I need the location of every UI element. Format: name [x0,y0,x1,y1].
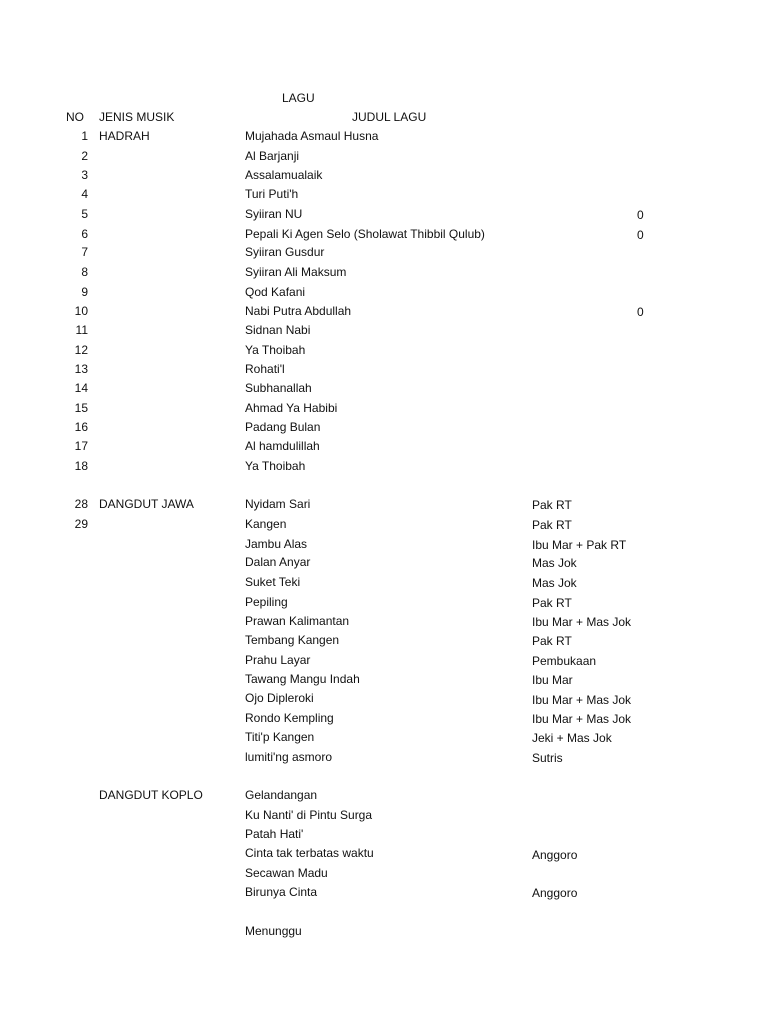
song-title: Birunya Cinta [245,885,318,899]
performer-note: Pak RT [532,634,572,648]
genre-label-dangdut-koplo: DANGDUT KOPLO [99,788,203,802]
row-number: 3 [81,168,88,182]
song-title: Syiiran Ali Maksum [245,265,347,279]
row-number: 9 [81,285,88,299]
song-title: Assalamualaik [245,168,323,182]
song-title: Al hamdulillah [245,439,320,453]
performer-note: Ibu Mar [532,673,573,687]
column-header-no: NO [66,110,84,124]
performer-note: Anggoro [532,886,578,900]
song-title: Secawan Madu [245,866,328,880]
song-title: Menunggu [245,924,302,938]
column-header-genre: JENIS MUSIK [99,110,175,124]
performer-note: Ibu Mar + Mas Jok [532,712,632,726]
row-number: 8 [81,265,88,279]
song-title: Prahu Layar [245,653,311,667]
song-title: Ku Nanti' di Pintu Surga [245,808,373,822]
status-mark: 0 [637,208,644,222]
song-title: Ahmad Ya Habibi [245,401,338,415]
song-title: Nyidam Sari [245,497,311,511]
genre-label-dangdut-jawa: DANGDUT JAWA [99,497,194,511]
performer-note: Jeki + Mas Jok [532,731,612,745]
performer-note: Pak RT [532,518,572,532]
song-title: Cinta tak terbatas waktu [245,846,374,860]
row-number: 15 [74,401,88,415]
row-number: 5 [81,207,88,221]
song-title: Sidnan Nabi [245,323,311,337]
performer-note: Sutris [532,751,563,765]
genre-label-hadrah: HADRAH [99,129,150,143]
row-number: 1 [81,129,88,143]
performer-note: Ibu Mar + Mas Jok [532,615,632,629]
song-title: Ya Thoibah [245,343,306,357]
performer-note: Mas Jok [532,576,577,590]
row-number: 17 [74,439,88,453]
status-mark: 0 [637,305,644,319]
row-number: 4 [81,187,88,201]
performer-note: Pak RT [532,498,572,512]
song-title: Kangen [245,517,287,531]
column-header-title: JUDUL LAGU [352,110,427,124]
song-title: Padang Bulan [245,420,321,434]
row-number: 2 [81,149,88,163]
song-title: Subhanallah [245,381,312,395]
row-number: 13 [74,362,88,376]
row-number: 29 [74,517,88,531]
row-number: 14 [74,381,88,395]
song-title: Tembang Kangen [245,633,340,647]
song-title: Nabi Putra Abdullah [245,304,352,318]
song-title: lumiti'ng asmoro [245,750,332,764]
song-title: Tawang Mangu Indah [245,672,360,686]
song-title: Suket Teki [245,575,301,589]
song-title: Rondo Kempling [245,711,334,725]
song-title: Al Barjanji [245,149,300,163]
song-title: Qod Kafani [245,285,306,299]
performer-note: Anggoro [532,848,578,862]
song-title: Syiiran Gusdur [245,245,325,259]
performer-note: Mas Jok [532,556,577,570]
song-title: Pepiling [245,595,288,609]
song-title: Turi Puti'h [245,187,299,201]
row-number: 10 [74,304,88,318]
row-number: 6 [81,227,88,241]
row-number: 28 [74,497,88,511]
group-header-lagu: LAGU [282,91,315,105]
status-mark: 0 [637,228,644,242]
song-title: Titi'p Kangen [245,730,315,744]
row-number: 18 [74,459,88,473]
song-title: Rohati'l [245,362,285,376]
song-title: Gelandangan [245,788,318,802]
performer-note: Ibu Mar + Pak RT [532,538,627,552]
song-title: Prawan Kalimantan [245,614,350,628]
song-title: Mujahada Asmaul Husna [245,129,379,143]
song-title: Dalan Anyar [245,555,311,569]
song-title: Ojo Dipleroki [245,691,314,705]
row-number: 7 [81,245,88,259]
row-number: 12 [74,343,88,357]
row-number: 16 [74,420,88,434]
song-title: Syiiran NU [245,207,303,221]
performer-note: Ibu Mar + Mas Jok [532,693,632,707]
song-title: Pepali Ki Agen Selo (Sholawat Thibbil Qulub) [245,227,485,241]
song-title: Jambu Alas [245,537,308,551]
performer-note: Pembukaan [532,654,597,668]
song-title: Ya Thoibah [245,459,306,473]
row-number: 11 [75,323,88,337]
performer-note: Pak RT [532,596,572,610]
song-title: Patah Hati' [245,827,304,841]
